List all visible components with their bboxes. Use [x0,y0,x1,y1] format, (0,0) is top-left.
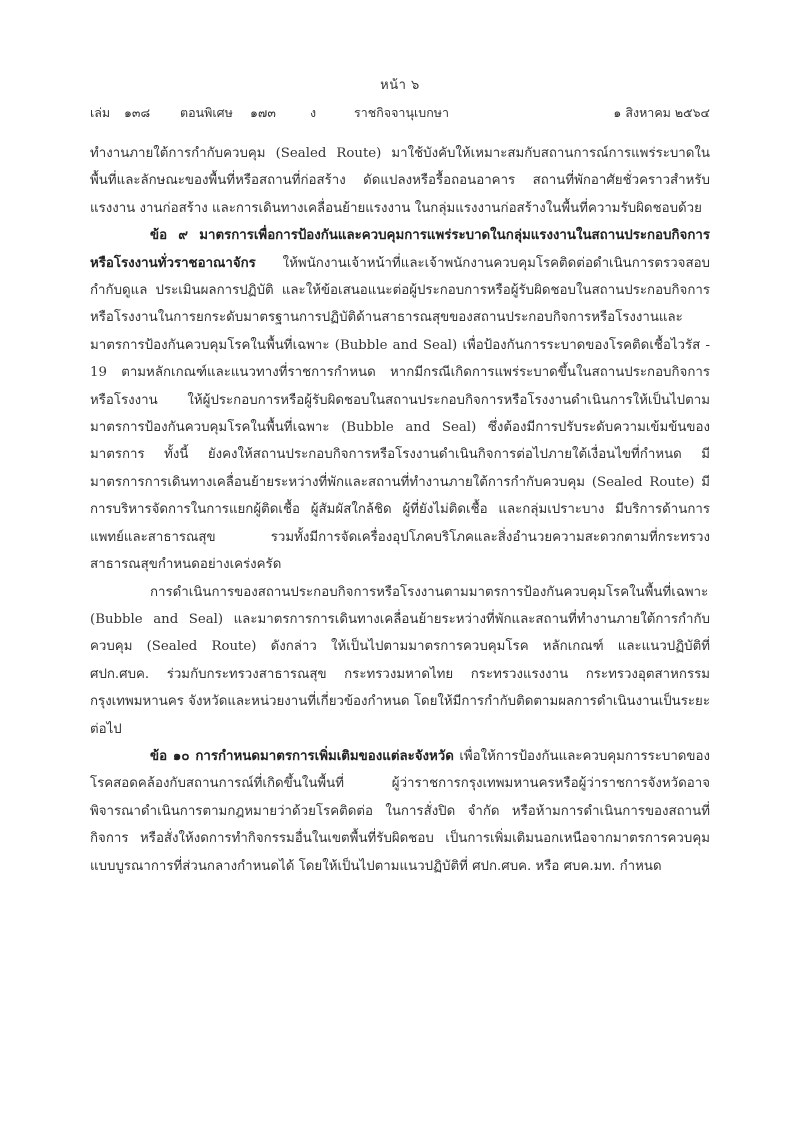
volume-number: ๑๓๘ [124,105,151,120]
paragraph-clause-9 [90,222,710,578]
page-number: หน้า ๖ [380,78,420,93]
special-issue-number: ๑๗๓ [250,105,276,120]
publication-date: ๑ สิงหาคม ๒๕๖๔ [613,105,710,120]
clause-9-heading: ข้อ ๙ มาตรการเพื่อการป้องกันและควบคุมการแพร่ระบาดในกลุ่มแรงงานในสถานประกอบกิจการหรือโรงงานทั่วราชอาณาจักร [90,228,710,271]
paragraph-clause-10 [90,743,710,880]
volume-label: เล่ม [90,105,111,120]
paragraph-text: ทำงานภายใต้การกำกับควบคุม (Sealed Route) มาใช้บังคับให้เหมาะสมกับสถานการณ์การแพร่ระบาดในพื้นที่และลักษณะของพื้นที่หรือสถานที่ก่อสร้าง ดัดแปลงหรือรื้อถอนอาคาร สถานที่พักอาศัยชั่วคราวสำหรับแรงงาน งานก่อสร้าง และการเดินทางเคลื่อนย้ายแรงงาน ในกลุ่มแรงงานก่อสร้างในพื้นที่ความรับผิดชอบด้วย [90,146,710,216]
paragraph-continuation [90,140,710,222]
gazette-header [90,103,710,125]
section-letter: ง [310,105,317,120]
clause-9-text: ให้พนักงานเจ้าหน้าที่และเจ้าพนักงานควบคุมโรคติดต่อดำเนินการตรวจสอบ กำกับดูแล ประเมินผลการปฏิบัติ และให้ข้อเสนอแนะต่อผู้ประกอบการหรือผู้รับผิดชอบในสถานประกอบกิจการหรือโรงงานในการยกระดับมาตรฐานการปฏิบัติด้านสาธารณสุขของสถานประกอบกิจการหรือโรงงานและมาตรการป้องกันควบคุมโรคในพื้นที่เฉพาะ (Bubble and Seal) เพื่อป้องกันการระบาดของโรคติดเชื้อไวรัส - 19 ตามหลักเกณฑ์และแนวทางที่ราชการกำหนด หากมีกรณีเกิดการแพร่ระบาดขึ้นในสถานประกอบกิจการหรือโรงงาน ให้ผู้ประกอบการหรือผู้รับผิดชอบในสถานประกอบกิจการหรือโรงงานดำเนินการให้เป็นไปตามมาตรการป้องกันควบคุมโรคในพื้นที่เฉพาะ (Bubble and Seal) ซึ่งต้องมีการปรับระดับความเข้มข้นของมาตรการ ทั้งนี้ ยังคงให้สถานประกอบกิจการหรือโรงงานดำเนินกิจการต่อไปภายใต้เงื่อนไขที่กำหนด มีมาตรการการเดินทางเคลื่อนย้ายระหว่างที่พักและสถานที่ทำงานภายใต้การกำกับควบคุม (Sealed Route) มีการบริหารจัดการในการแยกผู้ติดเชื้อ ผู้สัมผัสใกล้ชิด ผู้ที่ยังไม่ติดเชื้อ และกลุ่มเปราะบาง มีบริการด้านการแพทย์และสาธารณสุข รวมทั้งมีการจัดเครื่องอุปโภคบริโภคและสิ่งอำนวยความสะดวกตามที่กระทรวงสาธารณสุขกำหนดอย่างเคร่งครัด [90,255,710,573]
special-issue-label: ตอนพิเศษ [180,105,233,120]
clause-10-text: เพื่อให้การป้องกันและควบคุมการระบาดของโรคสอดคล้องกับสถานการณ์ที่เกิดขึ้นในพื้นที่ ผู้ว่าราชการกรุงเทพมหานครหรือผู้ว่าราชการจังหวัดอาจพิจารณาดำเนินการตามกฎหมายว่าด้วยโรคติดต่อ ในการสั่งปิด จำกัด หรือห้ามการดำเนินการของสถานที่ กิจการ หรือสั่งให้งดการทำกิจกรรมอื่นในเขตพื้นที่รับผิดชอบ เป็นการเพิ่มเติมนอกเหนือจากมาตรการควบคุมแบบบูรณาการที่ส่วนกลางกำหนดได้ โดยให้เป็นไปตามแนวปฏิบัติที่ ศปก.ศบค. หรือ ศบค.มท. กำหนด [90,748,710,874]
clause-10-heading: ข้อ ๑๐ การกำหนดมาตรการเพิ่มเติมของแต่ละจังหวัด [150,748,454,764]
gazette-name: ราชกิจจานุเบกษา [354,105,450,120]
paragraph-text: การดำเนินการของสถานประกอบกิจการหรือโรงงานตามมาตรการป้องกันควบคุมโรคในพื้นที่เฉพาะ (Bubble and Seal) และมาตรการการเดินทางเคลื่อนย้ายระหว่างที่พักและสถานที่ทำงานภายใต้การกำกับควบคุม (Sealed Route) ดังกล่าว ให้เป็นไปตามมาตรการควบคุมโรค หลักเกณฑ์ และแนวปฏิบัติที่ ศปก.ศบค. ร่วมกับกระทรวงสาธารณสุข กระทรวงมหาดไทย กระทรวงแรงงาน กระทรวงอุตสาหกรรม กรุงเทพมหานคร จังหวัดและหน่วยงานที่เกี่ยวข้องกำหนด โดยให้มีการกำกับติดตามผลการดำเนินงานเป็นระยะต่อไป [90,584,710,737]
paragraph-clause-9-implementation [90,579,710,743]
document-body [90,140,710,880]
